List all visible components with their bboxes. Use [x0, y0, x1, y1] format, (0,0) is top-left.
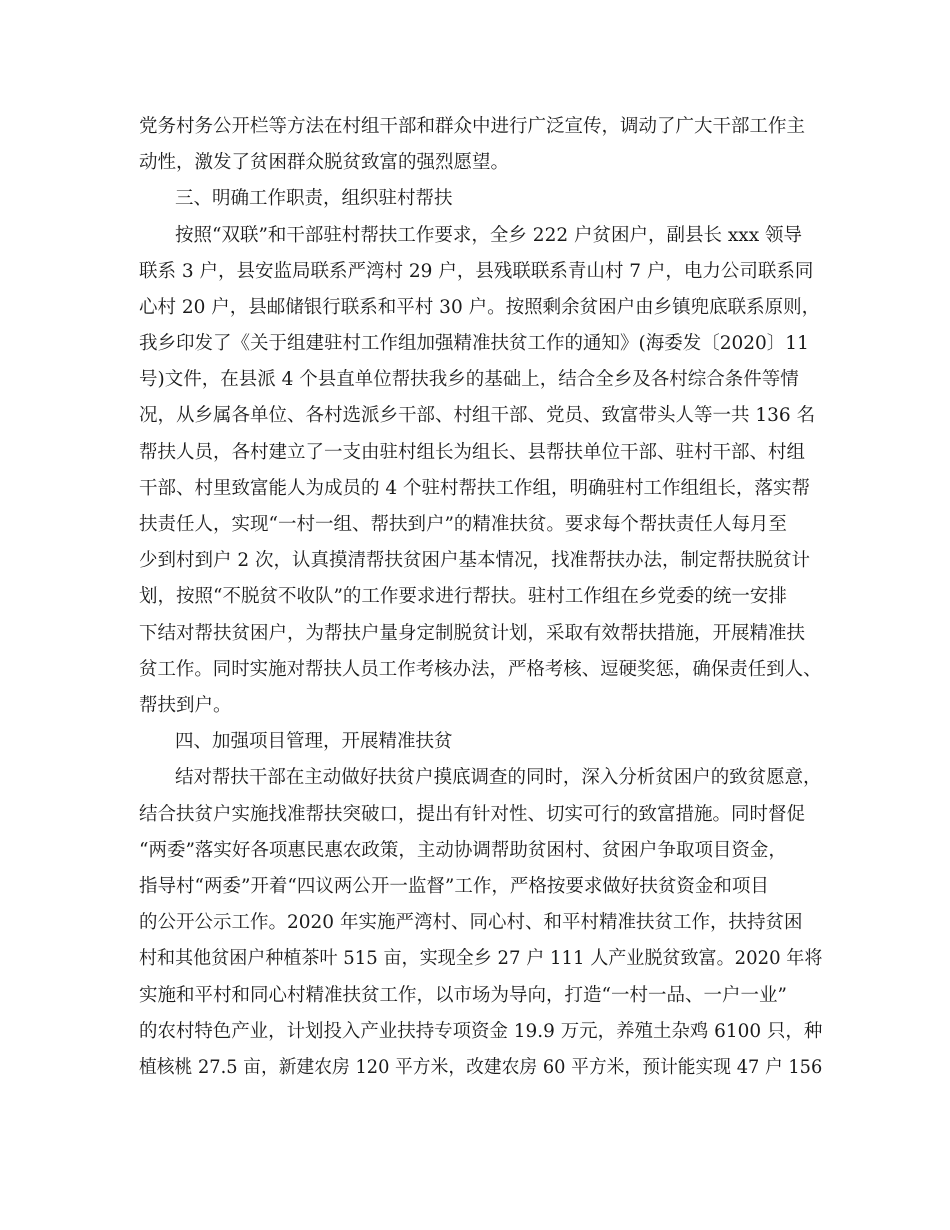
text-line: 党务村务公开栏等方法在村组干部和群众中进行广泛宣传，调动了广大干部工作主 [139, 116, 806, 137]
text-line: 我乡印发了《关于组建驻村工作组加强精准扶贫工作的通知》(海委发〔2020〕11 [139, 333, 809, 354]
section-heading-4: 四、加强项目管理，开展精准扶贫 [175, 731, 453, 752]
text-line: 动性，激发了贫困群众脱贫致富的强烈愿望。 [139, 152, 510, 173]
text-line: 联系 3 户，县安监局联系严湾村 29 户，县残联联系青山村 7 户，电力公司联系同 [139, 261, 814, 282]
text-line: 的公开公示工作。2020 年实施严湾村、同心村、和平村精准扶贫工作，扶持贫困 [139, 912, 803, 933]
text-line: 贫工作。同时实施对帮扶人员工作考核办法，严格考核、逗硬奖惩，确保责任到人、 [139, 659, 822, 680]
text-line: 下结对帮扶贫困户，为帮扶户量身定制脱贫计划，采取有效帮扶措施，开展精准扶 [139, 623, 806, 644]
text-line: 按照“双联”和干部驻村帮扶工作要求，全乡 222 户贫困户，副县长 xxx 领导 [175, 225, 803, 246]
text-line: 况，从乡属各单位、各村选派乡干部、村组干部、党员、致富带头人等一共 136 名 [139, 405, 816, 426]
section-heading-3: 三、明确工作职责，组织驻村帮扶 [175, 188, 453, 209]
text-line: 号)文件，在县派 4 个县直单位帮扶我乡的基础上，结合全乡及各村综合条件等情 [139, 369, 799, 390]
text-line: 的农村特色产业，计划投入产业扶持专项资金 19.9 万元，养殖土杂鸡 6100 只，种 [139, 1021, 823, 1042]
text-line: 帮扶到户。 [139, 695, 232, 716]
text-line: 实施和平村和同心村精准扶贫工作，以市场为导向，打造“一村一品、一户一业” [139, 985, 787, 1006]
text-line: 帮扶人员，各村建立了一支由驻村组长为组长、县帮扶单位干部、驻村干部、村组 [139, 442, 806, 463]
text-line: 村和其他贫困户种植茶叶 515 亩，实现全乡 27 户 111 人产业脱贫致富。2020 年将 [139, 948, 823, 969]
text-line: 植核桃 27.5 亩，新建农房 120 平方米，改建农房 60 平方米，预计能实现 47 户 156 [139, 1057, 823, 1078]
text-line: 结对帮扶干部在主动做好扶贫户摸底调查的同时，深入分析贫困户的致贫愿意， [175, 767, 822, 788]
text-line: 心村 20 户，县邮储银行联系和平村 30 户。按照剩余贫困户由乡镇兜底联系原则， [139, 297, 821, 318]
text-line: 指导村“两委”开着“四议两公开一监督”工作，严格按要求做好扶贫资金和项目 [139, 876, 769, 897]
text-line: 少到村到户 2 次，认真摸清帮扶贫困户基本情况，找准帮扶办法，制定帮扶脱贫计 [139, 550, 811, 571]
text-line: 扶责任人，实现“一村一组、帮扶到户”的精准扶贫。要求每个帮扶责任人每月至 [139, 514, 787, 535]
text-line: 结合扶贫户实施找准帮扶突破口，提出有针对性、切实可行的致富措施。同时督促 [139, 804, 806, 825]
text-line: “两委”落实好各项惠民惠农政策，主动协调帮助贫困村、贫困户争取项目资金， [139, 840, 787, 861]
text-line: 划，按照“不脱贫不收队”的工作要求进行帮扶。驻村工作组在乡党委的统一安排 [139, 586, 787, 607]
text-line: 干部、村里致富能人为成员的 4 个驻村帮扶工作组，明确驻村工作组组长，落实帮 [139, 478, 811, 499]
